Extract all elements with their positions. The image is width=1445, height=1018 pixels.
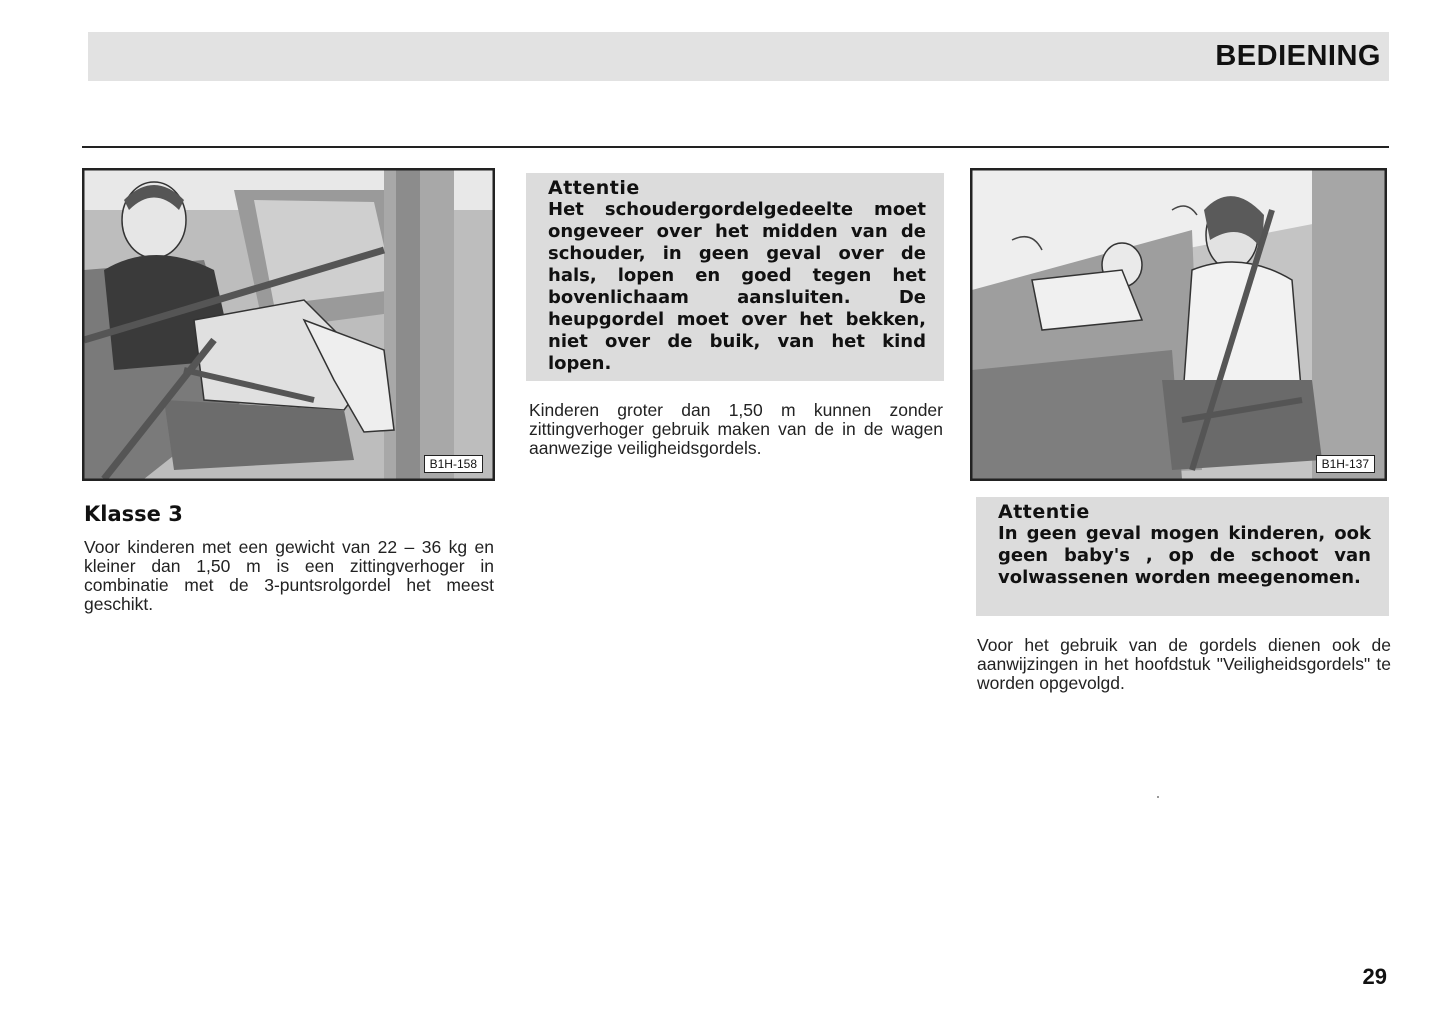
attention-title: Attentie bbox=[998, 501, 1090, 523]
header-band bbox=[88, 32, 1389, 81]
section-title: BEDIENING bbox=[1215, 40, 1381, 72]
attention-box bbox=[976, 497, 1389, 616]
figure-code: B1H-158 bbox=[424, 455, 483, 473]
right-paragraph: Voor het gebruik van de gordels dienen ook de aanwijzingen in het hoofdstuk "Veiligheidsgordels" te worden opgevolgd. bbox=[977, 635, 1391, 693]
figure-code: B1H-137 bbox=[1316, 455, 1375, 473]
page-number: 29 bbox=[1362, 964, 1387, 989]
baby-on-lap-illustration bbox=[972, 170, 1385, 479]
attention-title: Attentie bbox=[548, 177, 640, 199]
figure-child-booster-seat bbox=[82, 168, 495, 481]
scan-speck bbox=[1157, 796, 1159, 798]
section-text: Voor kinderen met een gewicht van 22 – 36 kg en kleiner dan 1,50 m is een zittingverhoger in combinatie met de 3-puntsrolgordel het meest geschikt. bbox=[84, 537, 494, 614]
middle-paragraph: Kinderen groter dan 1,50 m kunnen zonder zittingverhoger gebruik maken van de in de wagen aanwezige veiligheidsgordels. bbox=[529, 400, 943, 458]
attention-text: In geen geval mogen kinderen, ook geen baby's , op de schoot van volwassenen worden meegenomen. bbox=[998, 523, 1371, 588]
header-rule bbox=[82, 146, 1389, 148]
figure-baby-on-lap bbox=[970, 168, 1387, 481]
attention-text: Het schoudergordelgedeelte moet ongeveer over het midden van de schouder, in geen geval over de hals, lopen en goed tegen het bovenlichaam aansluiten. De heupgordel moet over het bekken, niet over de buik, van het kind lopen. bbox=[548, 199, 926, 374]
child-booster-illustration bbox=[84, 170, 493, 479]
section-heading: Klasse 3 bbox=[84, 502, 183, 526]
attention-box bbox=[526, 173, 944, 381]
